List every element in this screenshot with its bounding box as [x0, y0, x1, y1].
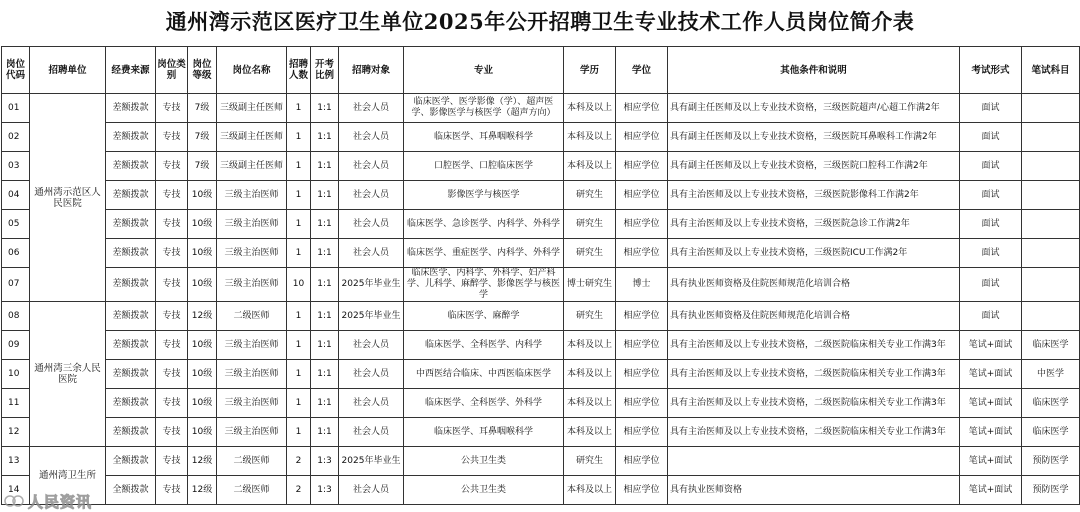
cell-ratio: 1:1 [311, 181, 339, 210]
cell-level: 12级 [188, 476, 217, 505]
cell-position: 三级主治医师 [217, 239, 287, 268]
cell-target: 社会人员 [339, 476, 404, 505]
cell-ratio: 1:1 [311, 418, 339, 447]
cell-degree: 相应学位 [616, 152, 668, 181]
cell-level: 10级 [188, 239, 217, 268]
cell-level: 10级 [188, 268, 217, 302]
cell-degree: 相应学位 [616, 302, 668, 331]
cell-written-subject: 临床医学 [1022, 418, 1080, 447]
cell-conditions: 具有主治医师及以上专业技术资格，二级医院临床相关专业工作满3年 [668, 389, 960, 418]
cell-education: 本科及以上 [564, 389, 616, 418]
header-target: 招聘对象 [339, 47, 404, 94]
cell-degree: 相应学位 [616, 210, 668, 239]
cell-exam-form: 面试 [960, 210, 1022, 239]
cell-major: 临床医学、全科医学、内科学 [404, 331, 564, 360]
cell-funding: 差额拨款 [106, 239, 156, 268]
cell-code: 13 [2, 447, 30, 476]
cell-funding: 差额拨款 [106, 123, 156, 152]
cell-exam-form: 面试 [960, 123, 1022, 152]
header-written-subject: 笔试科目 [1022, 47, 1080, 94]
cell-level: 7级 [188, 94, 217, 123]
cell-exam-form: 笔试+面试 [960, 476, 1022, 505]
cell-conditions: 具有执业医师资格及住院医师规范化培训合格 [668, 268, 960, 302]
cell-exam-form: 笔试+面试 [960, 331, 1022, 360]
cell-funding: 差额拨款 [106, 389, 156, 418]
cell-conditions: 具有副主任医师及以上专业技术资格，三级医院超声/心超工作满2年 [668, 94, 960, 123]
cell-count: 1 [287, 210, 311, 239]
cell-funding: 全额拨款 [106, 447, 156, 476]
cell-education: 研究生 [564, 239, 616, 268]
cell-code: 11 [2, 389, 30, 418]
cell-target: 社会人员 [339, 94, 404, 123]
cell-ratio: 1:1 [311, 331, 339, 360]
header-education: 学历 [564, 47, 616, 94]
cell-level: 10级 [188, 210, 217, 239]
cell-target: 社会人员 [339, 360, 404, 389]
cell-position: 三级主治医师 [217, 331, 287, 360]
cell-level: 7级 [188, 123, 217, 152]
cell-ratio: 1:1 [311, 210, 339, 239]
cell-written-subject [1022, 181, 1080, 210]
cell-level: 12级 [188, 447, 217, 476]
cell-level: 12级 [188, 302, 217, 331]
cell-count: 1 [287, 302, 311, 331]
cell-funding: 差额拨款 [106, 181, 156, 210]
cell-exam-form: 面试 [960, 239, 1022, 268]
cell-major: 临床医学、全科医学、外科学 [404, 389, 564, 418]
cell-exam-form: 面试 [960, 268, 1022, 302]
cell-category: 专技 [156, 331, 188, 360]
cell-level: 7级 [188, 152, 217, 181]
cell-count: 1 [287, 389, 311, 418]
header-code: 岗位代码 [2, 47, 30, 94]
cell-ratio: 1:1 [311, 389, 339, 418]
cell-written-subject: 临床医学 [1022, 331, 1080, 360]
cell-level: 10级 [188, 360, 217, 389]
cell-degree: 相应学位 [616, 447, 668, 476]
cell-written-subject [1022, 239, 1080, 268]
cell-target: 社会人员 [339, 210, 404, 239]
header-category: 岗位类别 [156, 47, 188, 94]
table-row [2, 447, 1080, 476]
cell-written-subject: 中医学 [1022, 360, 1080, 389]
cell-funding: 差额拨款 [106, 152, 156, 181]
cell-conditions [668, 447, 960, 476]
cell-education: 本科及以上 [564, 331, 616, 360]
watermark-text: 人民资讯 [28, 492, 93, 511]
table-row [2, 94, 1080, 123]
cell-count: 1 [287, 123, 311, 152]
cell-education: 本科及以上 [564, 94, 616, 123]
cell-code: 03 [2, 152, 30, 181]
cell-code: 14 [2, 476, 30, 505]
table-row [2, 268, 1080, 302]
cell-exam-form: 面试 [960, 302, 1022, 331]
cell-target: 2025年毕业生 [339, 302, 404, 331]
header-unit: 招聘单位 [30, 47, 106, 94]
cell-position: 三级主治医师 [217, 268, 287, 302]
header-ratio: 开考比例 [311, 47, 339, 94]
cell-ratio: 1:3 [311, 476, 339, 505]
header-major: 专业 [404, 47, 564, 94]
table-row [2, 210, 1080, 239]
cell-conditions: 具有副主任医师及以上专业技术资格，三级医院口腔科工作满2年 [668, 152, 960, 181]
cell-category: 专技 [156, 181, 188, 210]
cell-major: 临床医学、耳鼻咽喉科学 [404, 418, 564, 447]
cell-target: 社会人员 [339, 239, 404, 268]
cell-ratio: 1:1 [311, 360, 339, 389]
cell-degree: 相应学位 [616, 476, 668, 505]
cell-category: 专技 [156, 447, 188, 476]
header-funding: 经费来源 [106, 47, 156, 94]
cell-count: 1 [287, 181, 311, 210]
cell-degree: 相应学位 [616, 389, 668, 418]
cell-position: 二级医师 [217, 476, 287, 505]
cell-category: 专技 [156, 94, 188, 123]
cell-category: 专技 [156, 123, 188, 152]
cell-ratio: 1:1 [311, 239, 339, 268]
cell-major: 临床医学、急诊医学、内科学、外科学 [404, 210, 564, 239]
cell-target: 2025年毕业生 [339, 268, 404, 302]
cell-position: 三级主治医师 [217, 360, 287, 389]
cell-position: 二级医师 [217, 302, 287, 331]
cell-code: 05 [2, 210, 30, 239]
cell-exam-form: 面试 [960, 152, 1022, 181]
cell-position: 三级主治医师 [217, 210, 287, 239]
cell-ratio: 1:1 [311, 302, 339, 331]
cell-code: 01 [2, 94, 30, 123]
cell-degree: 相应学位 [616, 181, 668, 210]
cell-degree: 相应学位 [616, 331, 668, 360]
cell-written-subject: 预防医学 [1022, 447, 1080, 476]
cell-education: 研究生 [564, 302, 616, 331]
cell-target: 社会人员 [339, 389, 404, 418]
cell-code: 09 [2, 331, 30, 360]
cell-exam-form: 笔试+面试 [960, 360, 1022, 389]
cell-category: 专技 [156, 302, 188, 331]
cell-major: 临床医学、内科学、外科学、妇产科学、儿科学、麻醉学、影像医学与核医学 [404, 268, 564, 302]
cell-count: 10 [287, 268, 311, 302]
cell-position: 二级医师 [217, 447, 287, 476]
table-row [2, 418, 1080, 447]
cell-code: 06 [2, 239, 30, 268]
cell-position: 三级副主任医师 [217, 123, 287, 152]
cell-count: 1 [287, 239, 311, 268]
header-level: 岗位等级 [188, 47, 217, 94]
cell-code: 02 [2, 123, 30, 152]
cell-conditions: 具有主治医师及以上专业技术资格，三级医院ICU工作满2年 [668, 239, 960, 268]
cell-ratio: 1:1 [311, 94, 339, 123]
cell-level: 10级 [188, 331, 217, 360]
cell-exam-form: 笔试+面试 [960, 418, 1022, 447]
cell-count: 2 [287, 447, 311, 476]
cell-level: 10级 [188, 418, 217, 447]
cell-position: 三级主治医师 [217, 418, 287, 447]
cell-count: 1 [287, 94, 311, 123]
cell-exam-form: 面试 [960, 94, 1022, 123]
cell-conditions: 具有主治医师及以上专业技术资格，三级医院急诊工作满2年 [668, 210, 960, 239]
cell-funding: 差额拨款 [106, 302, 156, 331]
cell-conditions: 具有主治医师及以上专业技术资格，二级医院临床相关专业工作满3年 [668, 360, 960, 389]
cell-target: 社会人员 [339, 418, 404, 447]
cell-category: 专技 [156, 268, 188, 302]
table-header-row [2, 47, 1080, 94]
cell-funding: 差额拨款 [106, 331, 156, 360]
people-news-logo-icon [4, 494, 24, 508]
cell-ratio: 1:1 [311, 268, 339, 302]
cell-written-subject: 预防医学 [1022, 476, 1080, 505]
cell-conditions: 具有副主任医师及以上专业技术资格，三级医院耳鼻喉科工作满2年 [668, 123, 960, 152]
cell-code: 08 [2, 302, 30, 331]
cell-written-subject [1022, 152, 1080, 181]
cell-conditions: 具有主治医师及以上专业技术资格，二级医院临床相关专业工作满3年 [668, 418, 960, 447]
cell-major: 影像医学与核医学 [404, 181, 564, 210]
cell-count: 1 [287, 331, 311, 360]
cell-major: 公共卫生类 [404, 476, 564, 505]
cell-written-subject [1022, 210, 1080, 239]
cell-conditions: 具有执业医师资格 [668, 476, 960, 505]
cell-major: 临床医学、医学影像（学）、超声医学、影像医学与核医学（超声方向） [404, 94, 564, 123]
cell-exam-form: 笔试+面试 [960, 389, 1022, 418]
cell-category: 专技 [156, 389, 188, 418]
cell-education: 本科及以上 [564, 360, 616, 389]
cell-position: 三级主治医师 [217, 389, 287, 418]
cell-conditions: 具有主治医师及以上专业技术资格，三级医院影像科工作满2年 [668, 181, 960, 210]
header-count: 招聘人数 [287, 47, 311, 94]
table-row [2, 152, 1080, 181]
cell-category: 专技 [156, 476, 188, 505]
cell-major: 口腔医学、口腔临床医学 [404, 152, 564, 181]
header-conditions: 其他条件和说明 [668, 47, 960, 94]
cell-unit: 通州湾卫生所 [30, 447, 106, 505]
cell-code: 10 [2, 360, 30, 389]
cell-exam-form: 面试 [960, 181, 1022, 210]
table-row [2, 302, 1080, 331]
cell-category: 专技 [156, 239, 188, 268]
header-degree: 学位 [616, 47, 668, 94]
recruitment-table [1, 46, 1080, 505]
watermark [4, 492, 92, 510]
cell-funding: 差额拨款 [106, 360, 156, 389]
table-row [2, 123, 1080, 152]
cell-major: 临床医学、麻醉学 [404, 302, 564, 331]
cell-degree: 博士 [616, 268, 668, 302]
cell-major: 临床医学、耳鼻咽喉科学 [404, 123, 564, 152]
cell-education: 本科及以上 [564, 152, 616, 181]
cell-funding: 全额拨款 [106, 476, 156, 505]
cell-major: 中西医结合临床、中西医临床医学 [404, 360, 564, 389]
cell-ratio: 1:1 [311, 152, 339, 181]
header-exam-form: 考试形式 [960, 47, 1022, 94]
cell-count: 1 [287, 418, 311, 447]
cell-degree: 相应学位 [616, 123, 668, 152]
cell-target: 社会人员 [339, 331, 404, 360]
cell-unit: 通州湾示范区人民医院 [30, 94, 106, 302]
cell-count: 2 [287, 476, 311, 505]
cell-category: 专技 [156, 418, 188, 447]
cell-level: 10级 [188, 181, 217, 210]
cell-funding: 差额拨款 [106, 268, 156, 302]
page-title: 通州湾示范区医疗卫生单位2025年公开招聘卫生专业技术工作人员岗位简介表 [165, 9, 915, 34]
cell-funding: 差额拨款 [106, 210, 156, 239]
cell-target: 2025年毕业生 [339, 447, 404, 476]
table-row [2, 239, 1080, 268]
table-row [2, 360, 1080, 389]
cell-conditions: 具有主治医师及以上专业技术资格，二级医院临床相关专业工作满3年 [668, 331, 960, 360]
cell-education: 研究生 [564, 447, 616, 476]
cell-code: 04 [2, 181, 30, 210]
cell-exam-form: 笔试+面试 [960, 447, 1022, 476]
cell-level: 10级 [188, 389, 217, 418]
cell-written-subject [1022, 268, 1080, 302]
cell-written-subject [1022, 123, 1080, 152]
cell-written-subject: 临床医学 [1022, 389, 1080, 418]
cell-target: 社会人员 [339, 152, 404, 181]
table-body [2, 94, 1080, 505]
cell-major: 公共卫生类 [404, 447, 564, 476]
cell-target: 社会人员 [339, 123, 404, 152]
cell-funding: 差额拨款 [106, 418, 156, 447]
cell-position: 三级副主任医师 [217, 94, 287, 123]
cell-degree: 相应学位 [616, 418, 668, 447]
cell-code: 12 [2, 418, 30, 447]
cell-funding: 差额拨款 [106, 94, 156, 123]
cell-education: 本科及以上 [564, 476, 616, 505]
table-row [2, 181, 1080, 210]
cell-degree: 相应学位 [616, 94, 668, 123]
cell-category: 专技 [156, 152, 188, 181]
header-position: 岗位名称 [217, 47, 287, 94]
cell-education: 博士研究生 [564, 268, 616, 302]
cell-education: 研究生 [564, 210, 616, 239]
cell-category: 专技 [156, 210, 188, 239]
cell-count: 1 [287, 360, 311, 389]
table-row [2, 389, 1080, 418]
cell-target: 社会人员 [339, 181, 404, 210]
cell-major: 临床医学、重症医学、内科学、外科学 [404, 239, 564, 268]
cell-category: 专技 [156, 360, 188, 389]
table-row [2, 331, 1080, 360]
cell-conditions: 具有执业医师资格及住院医师规范化培训合格 [668, 302, 960, 331]
cell-degree: 相应学位 [616, 360, 668, 389]
cell-written-subject [1022, 94, 1080, 123]
cell-ratio: 1:1 [311, 123, 339, 152]
cell-position: 三级主治医师 [217, 181, 287, 210]
cell-ratio: 1:3 [311, 447, 339, 476]
cell-count: 1 [287, 152, 311, 181]
cell-position: 三级副主任医师 [217, 152, 287, 181]
cell-unit: 通州湾三余人民医院 [30, 302, 106, 447]
cell-written-subject [1022, 302, 1080, 331]
cell-degree: 相应学位 [616, 239, 668, 268]
cell-education: 本科及以上 [564, 418, 616, 447]
cell-education: 研究生 [564, 181, 616, 210]
cell-education: 本科及以上 [564, 123, 616, 152]
table-row [2, 476, 1080, 505]
cell-code: 07 [2, 268, 30, 302]
